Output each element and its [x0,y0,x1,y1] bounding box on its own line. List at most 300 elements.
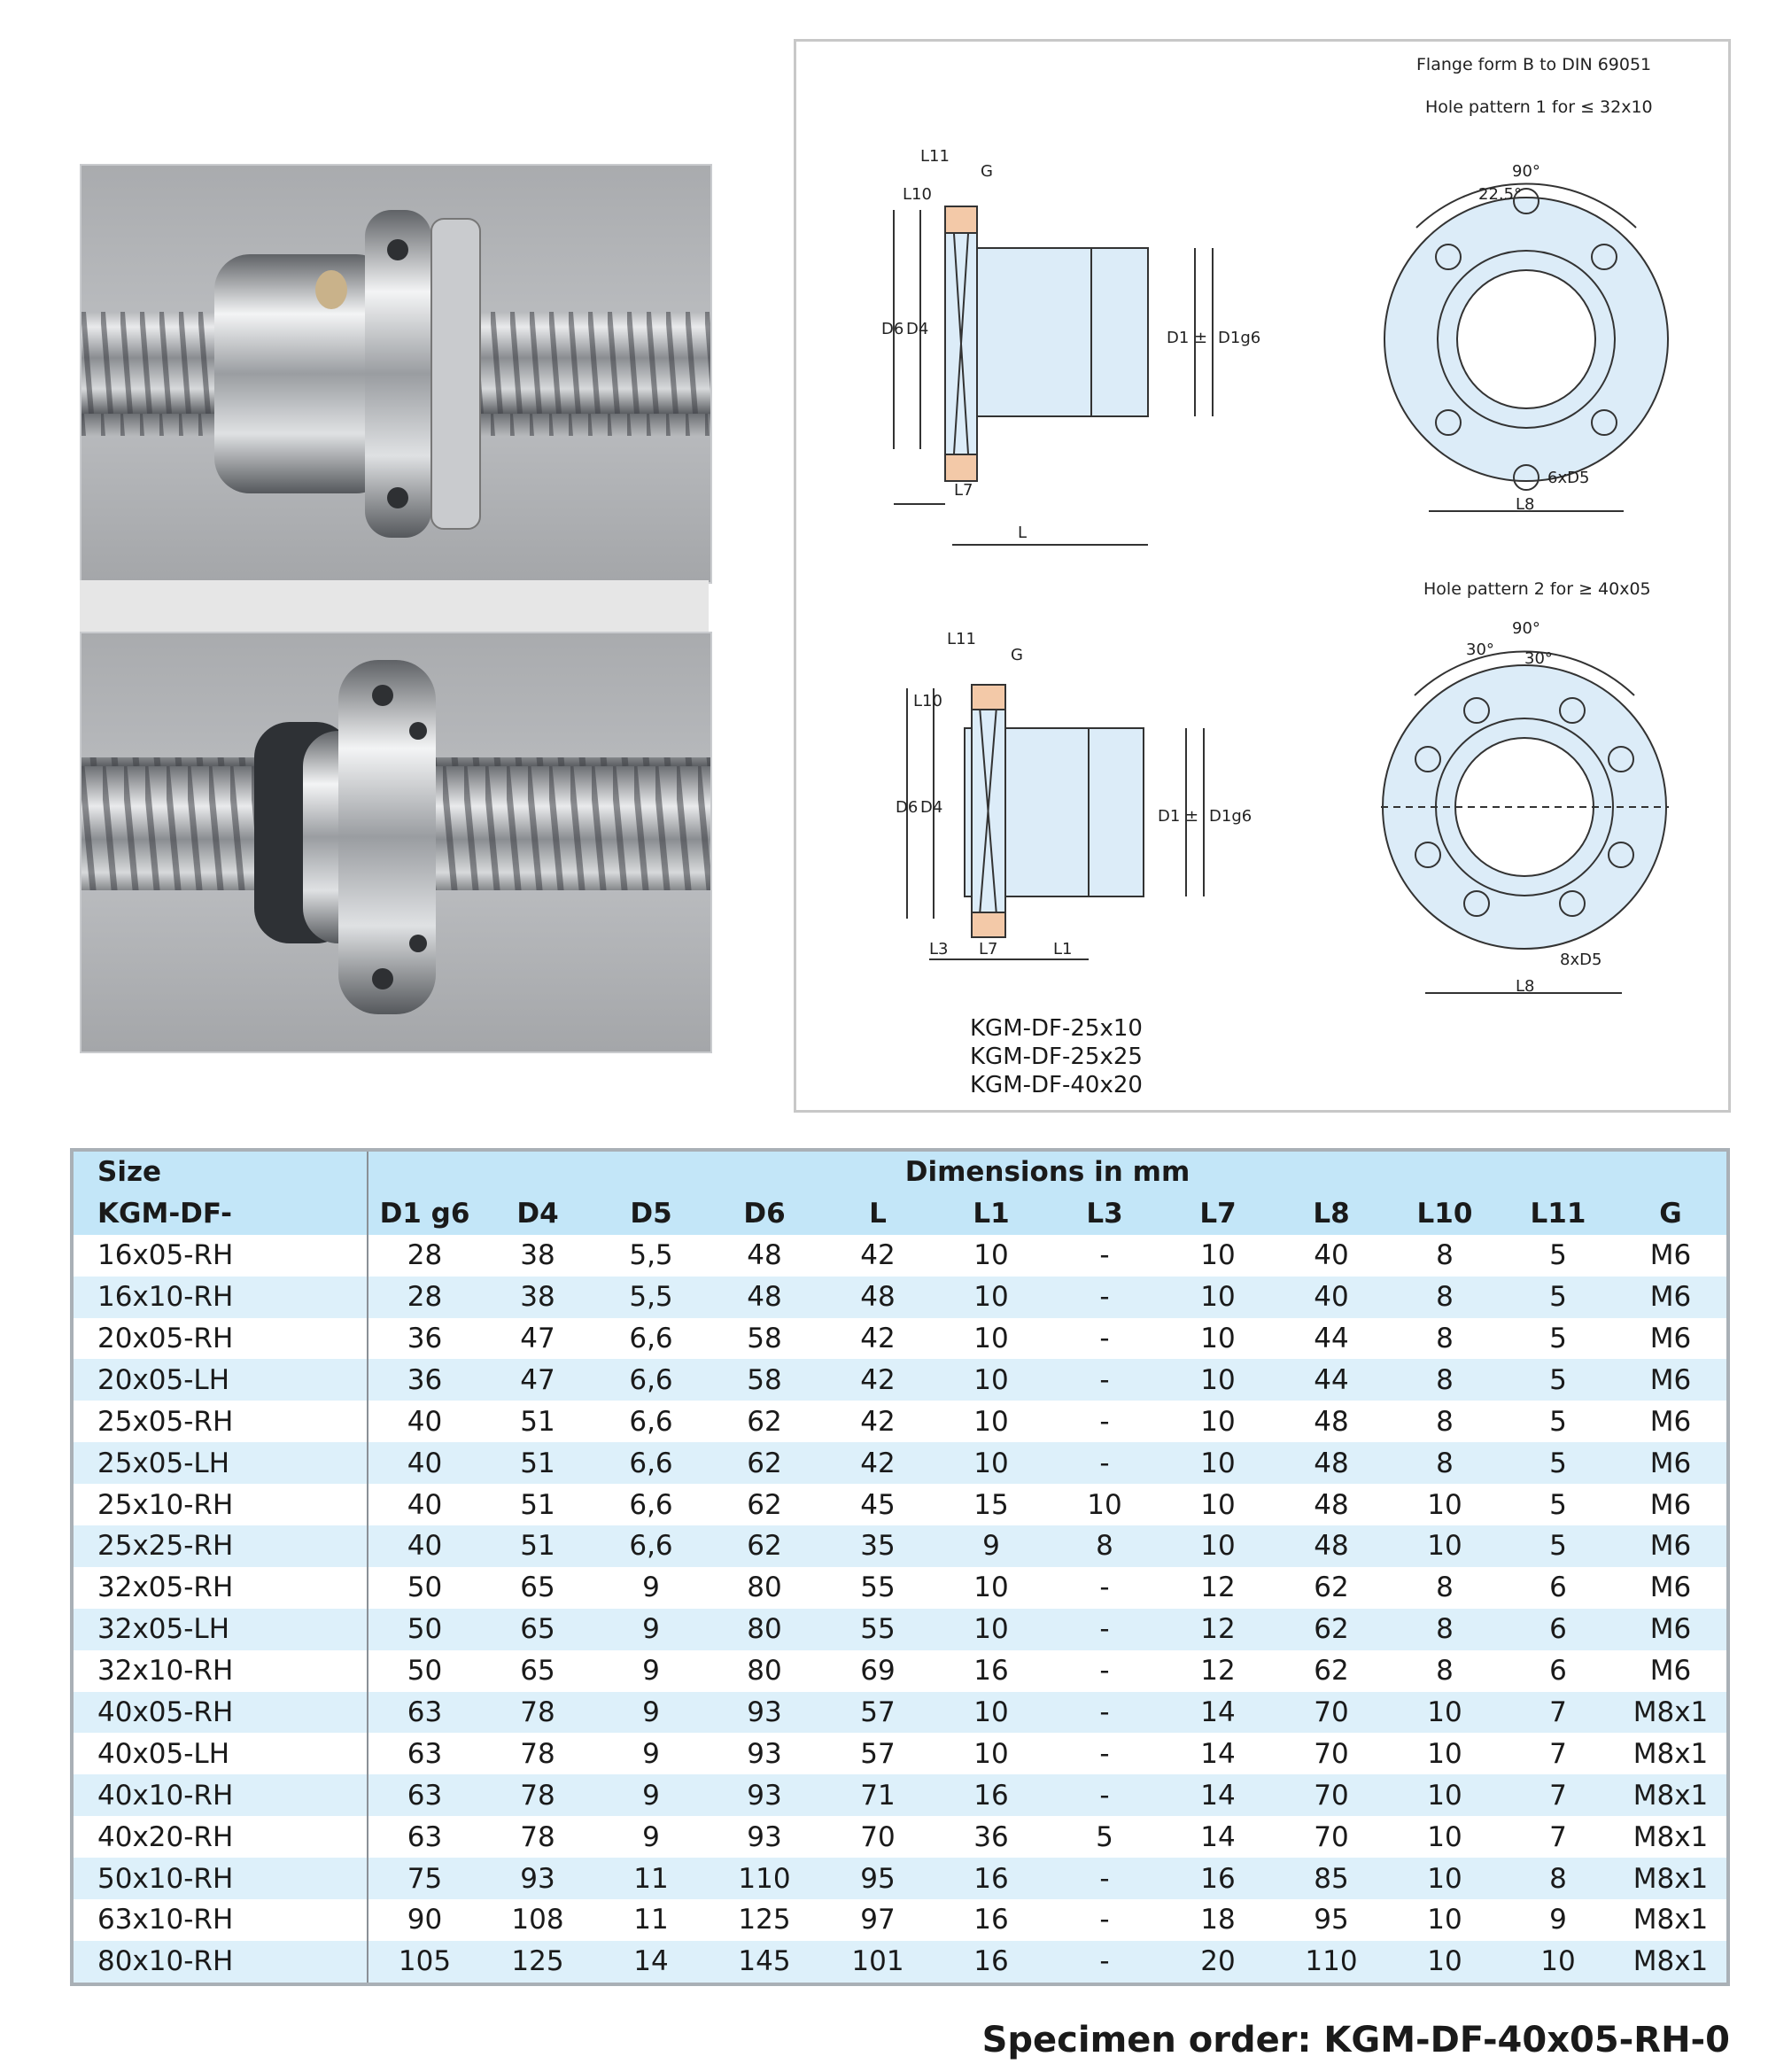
value-cell: M8x1 [1633,1779,1709,1812]
column-header: D5 [594,1193,708,1235]
size-cell: 25x05-LH [72,1442,368,1484]
value-cell: 62 [747,1530,782,1563]
value-cell: M6 [1649,1488,1692,1521]
value-cell: 75 [407,1862,443,1895]
value-cell: 93 [520,1862,555,1895]
label-d4-top: D4 [906,320,929,338]
value-cell: 69 [860,1655,896,1688]
value-cell: 51 [520,1488,555,1521]
value-cell: 5,5 [629,1239,673,1272]
value-cell: 57 [860,1737,896,1770]
value-cell: 10 [1427,1696,1462,1729]
value-cell: - [1099,1737,1110,1770]
size-cell: 20x05-LH [72,1359,368,1401]
label-holes8: 8xD5 [1560,951,1602,969]
product-photo-ballnut-2 [80,632,712,1053]
value-cell: 11 [633,1862,669,1895]
value-cell: 8 [1436,1613,1454,1646]
value-cell: 78 [520,1779,555,1812]
value-cell: 80 [747,1613,782,1646]
label-g-top: G [981,162,993,181]
value-cell: 10 [973,1447,1009,1479]
value-cell: 90 [407,1904,443,1936]
value-cell: 16 [973,1945,1009,1978]
size-cell: 25x10-RH [72,1484,368,1525]
value-cell: 78 [520,1737,555,1770]
value-cell: 6 [1549,1613,1567,1646]
value-cell: 8 [1436,1281,1454,1314]
value-cell: 97 [860,1904,896,1936]
value-cell: 10 [1200,1405,1236,1438]
value-cell: 40 [1314,1281,1349,1314]
value-cell: 10 [1200,1281,1236,1314]
value-cell: 9 [982,1530,1000,1563]
column-header: D6 [708,1193,821,1235]
value-cell: 10 [973,1281,1009,1314]
dimensions-group-header: Dimensions in mm [368,1150,1728,1193]
value-cell: - [1099,1779,1110,1812]
value-cell: - [1099,1655,1110,1688]
value-cell: 6,6 [629,1530,673,1563]
value-cell: 110 [738,1862,791,1895]
value-cell: 70 [1314,1779,1349,1812]
table-row [72,1235,1728,1277]
value-cell: 14 [633,1945,669,1978]
flange-note: Flange form B to DIN 69051 [1416,55,1652,74]
value-cell: M8x1 [1633,1904,1709,1936]
value-cell: 5 [1096,1820,1113,1853]
column-header: L3 [1048,1193,1161,1235]
value-cell: 18 [1200,1904,1236,1936]
value-cell: 10 [973,1613,1009,1646]
column-header: L10 [1388,1193,1501,1235]
value-cell: 62 [747,1447,782,1479]
value-cell: 40 [407,1488,443,1521]
table-row [72,1442,1728,1484]
value-cell: 16 [973,1655,1009,1688]
value-cell: 8 [1436,1571,1454,1604]
value-cell: 7 [1549,1737,1567,1770]
value-cell: 8 [1436,1363,1454,1396]
value-cell: 10 [1427,1737,1462,1770]
label-l3-bottom: L3 [929,940,949,958]
value-cell: 38 [520,1239,555,1272]
value-cell: 42 [860,1239,896,1272]
value-cell: M8x1 [1633,1862,1709,1895]
value-cell: 63 [407,1737,443,1770]
label-d1-top: D1 ± [1167,329,1208,347]
value-cell: 15 [973,1488,1009,1521]
value-cell: 6,6 [629,1447,673,1479]
value-cell: 7 [1549,1696,1567,1729]
value-cell: 5 [1549,1363,1567,1396]
size-cell: 40x05-LH [72,1733,368,1774]
value-cell: 145 [738,1945,791,1978]
value-cell: - [1099,1281,1110,1314]
value-cell: 44 [1314,1323,1349,1354]
value-cell: 80 [747,1655,782,1688]
value-cell: 12 [1200,1655,1236,1688]
value-cell: 9 [642,1655,660,1688]
size-cell: 40x20-RH [72,1816,368,1858]
label-l7-top: L7 [954,481,973,500]
value-cell: 62 [1314,1613,1349,1646]
value-cell: 95 [860,1862,896,1895]
value-cell: 50 [407,1613,443,1646]
value-cell: 36 [407,1323,443,1354]
table-row [72,1567,1728,1609]
table-row [72,1692,1728,1734]
value-cell: - [1099,1239,1110,1272]
label-holes6: 6xD5 [1547,469,1590,487]
value-cell: 6 [1549,1571,1567,1604]
value-cell: 8 [1436,1405,1454,1438]
value-cell: 10 [1427,1862,1462,1895]
label-l11-top: L11 [920,147,950,166]
pattern1-note: Hole pattern 1 for ≤ 32x10 [1425,97,1653,117]
model-item: KGM-DF-25x10 [970,1015,1143,1042]
value-cell: 93 [747,1779,782,1812]
value-cell: - [1099,1405,1110,1438]
value-cell: 36 [973,1820,1009,1853]
label-d4-bottom: D4 [920,798,943,817]
label-d1g6-bottom: D1g6 [1209,807,1253,826]
value-cell: 5 [1549,1281,1567,1314]
table-row [72,1401,1728,1442]
value-cell: 93 [747,1820,782,1853]
value-cell: 10 [1427,1904,1462,1936]
value-cell: 78 [520,1820,555,1853]
value-cell: 40 [407,1447,443,1479]
size-cell: 32x05-RH [72,1567,368,1609]
value-cell: 10 [1200,1239,1236,1272]
value-cell: - [1099,1613,1110,1646]
value-cell: 70 [1314,1737,1349,1770]
value-cell: 11 [633,1904,669,1936]
label-225-top: 22.5° [1478,185,1523,204]
value-cell: 80 [747,1571,782,1604]
label-d1-bottom: D1 ± [1158,807,1199,826]
value-cell: 14 [1200,1779,1236,1812]
value-cell: 28 [407,1239,443,1272]
value-cell: 51 [520,1530,555,1563]
value-cell: 65 [520,1655,555,1688]
value-cell: 48 [1314,1405,1349,1438]
value-cell: 10 [1427,1945,1462,1978]
value-cell: 10 [973,1239,1009,1272]
model-item: KGM-DF-25x25 [970,1044,1143,1070]
value-cell: 16 [973,1779,1009,1812]
value-cell: 40 [1314,1239,1349,1272]
value-cell: 6,6 [629,1323,673,1354]
column-header: D4 [481,1193,594,1235]
size-cell: 40x05-RH [72,1692,368,1734]
table-row [72,1484,1728,1525]
value-cell: 62 [1314,1655,1349,1688]
value-cell: 10 [1200,1530,1236,1563]
value-cell: 58 [747,1363,782,1396]
value-cell: 10 [1427,1779,1462,1812]
value-cell: 48 [1314,1530,1349,1563]
value-cell: 85 [1314,1862,1349,1895]
value-cell: 6 [1549,1655,1567,1688]
value-cell: 62 [747,1405,782,1438]
column-header: L8 [1275,1193,1388,1235]
label-30b-bottom: 30° [1524,649,1553,668]
size-cell: 50x10-RH [72,1858,368,1899]
column-header: D1 g6 [368,1193,481,1235]
value-cell: 35 [860,1530,896,1563]
column-header: L1 [935,1193,1048,1235]
table-row [72,1277,1728,1318]
table-row [72,1774,1728,1816]
value-cell: 51 [520,1405,555,1438]
label-l-top: L [1018,524,1028,542]
value-cell: 55 [860,1571,896,1604]
value-cell: 8 [1096,1530,1113,1563]
value-cell: 125 [511,1945,564,1978]
value-cell: 36 [407,1363,443,1396]
table-row [72,1733,1728,1774]
value-cell: 8 [1436,1323,1454,1354]
size-cell: 16x05-RH [72,1235,368,1277]
value-cell: 10 [1200,1323,1236,1354]
product-photo-ballnut-1 [80,164,712,584]
value-cell: M6 [1649,1281,1692,1314]
value-cell: 20 [1200,1945,1236,1978]
value-cell: 9 [642,1571,660,1604]
label-l10-bottom: L10 [913,692,942,710]
value-cell: 9 [1549,1904,1567,1936]
value-cell: 8 [1549,1862,1567,1895]
value-cell: 93 [747,1737,782,1770]
table-row [72,1650,1728,1692]
value-cell: 6,6 [629,1488,673,1521]
value-cell: M6 [1649,1655,1692,1688]
table-body [72,1235,1728,1984]
value-cell: 6,6 [629,1405,673,1438]
value-cell: 5 [1549,1530,1567,1563]
value-cell: 10 [973,1405,1009,1438]
table-row [72,1858,1728,1899]
value-cell: M6 [1649,1363,1692,1396]
size-cell: 32x10-RH [72,1650,368,1692]
value-cell: - [1099,1904,1110,1936]
value-cell: 70 [1314,1820,1349,1853]
value-cell: 12 [1200,1571,1236,1604]
value-cell: 16 [973,1862,1009,1895]
dimensions-table [70,1148,1730,1986]
value-cell: 44 [1314,1363,1349,1396]
value-cell: 10 [1200,1363,1236,1396]
label-g-bottom: G [1011,646,1023,664]
value-cell: M8x1 [1633,1945,1709,1978]
table-row [72,1525,1728,1567]
table-row [72,1359,1728,1401]
value-cell: 78 [520,1696,555,1729]
label-l8-top: L8 [1516,495,1535,514]
value-cell: 14 [1200,1696,1236,1729]
value-cell: 5 [1549,1239,1567,1272]
value-cell: 10 [973,1571,1009,1604]
value-cell: 45 [860,1488,896,1521]
value-cell: - [1099,1447,1110,1479]
value-cell: 62 [1314,1571,1349,1604]
label-90-top: 90° [1512,162,1540,181]
value-cell: 58 [747,1323,782,1354]
value-cell: 63 [407,1820,443,1853]
value-cell: 65 [520,1613,555,1646]
value-cell: 9 [642,1613,660,1646]
value-cell: - [1099,1696,1110,1729]
table-header-row-1 [72,1150,1728,1193]
value-cell: 51 [520,1447,555,1479]
value-cell: 62 [747,1488,782,1521]
photo-separator [80,580,709,632]
size-cell: 25x05-RH [72,1401,368,1442]
value-cell: 48 [747,1281,782,1314]
value-cell: M6 [1649,1405,1692,1438]
size-cell: 20x05-RH [72,1318,368,1360]
value-cell: 28 [407,1281,443,1314]
value-cell: - [1099,1862,1110,1895]
value-cell: 6,6 [629,1363,673,1396]
value-cell: 65 [520,1571,555,1604]
value-cell: M6 [1649,1530,1692,1563]
value-cell: 47 [520,1323,555,1354]
value-cell: 42 [860,1363,896,1396]
value-cell: 14 [1200,1737,1236,1770]
value-cell: 5 [1549,1405,1567,1438]
value-cell: 38 [520,1281,555,1314]
value-cell: 93 [747,1696,782,1729]
value-cell: 8 [1436,1447,1454,1479]
value-cell: 9 [642,1779,660,1812]
value-cell: 48 [1314,1488,1349,1521]
value-cell: 105 [398,1945,452,1978]
size-cell: 32x05-LH [72,1609,368,1650]
label-l8-bottom: L8 [1516,977,1535,996]
value-cell: M6 [1649,1571,1692,1604]
value-cell: 71 [860,1779,896,1812]
value-cell: 5 [1549,1488,1567,1521]
size-cell: 16x10-RH [72,1277,368,1318]
value-cell: - [1099,1945,1110,1978]
value-cell: M6 [1649,1323,1692,1354]
value-cell: 9 [642,1696,660,1729]
value-cell: 8 [1436,1655,1454,1688]
value-cell: 42 [860,1323,896,1354]
value-cell: 5,5 [629,1281,673,1314]
value-cell: 16 [1200,1862,1236,1895]
value-cell: 40 [407,1405,443,1438]
value-cell: 40 [407,1530,443,1563]
value-cell: 10 [1200,1447,1236,1479]
value-cell: 10 [973,1363,1009,1396]
table-row [72,1816,1728,1858]
label-d1g6-top: D1g6 [1218,329,1261,347]
value-cell: 10 [973,1696,1009,1729]
value-cell: M8x1 [1633,1696,1709,1729]
value-cell: 10 [1200,1488,1236,1521]
value-cell: 110 [1305,1945,1358,1978]
value-cell: 7 [1549,1779,1567,1812]
label-30a-bottom: 30° [1466,640,1494,659]
value-cell: 125 [738,1904,791,1936]
value-cell: 7 [1549,1820,1567,1853]
value-cell: 63 [407,1779,443,1812]
size-label: Size [72,1150,368,1193]
label-l10-top: L10 [903,185,932,204]
value-cell: 5 [1549,1447,1567,1479]
value-cell: 10 [1427,1530,1462,1563]
pattern2-note: Hole pattern 2 for ≥ 40x05 [1423,579,1651,599]
model-item: KGM-DF-40x20 [970,1072,1143,1098]
value-cell: 42 [860,1447,896,1479]
column-header: L [821,1193,935,1235]
size-cell: 63x10-RH [72,1899,368,1941]
label-l11-bottom: L11 [947,630,976,648]
column-header: L7 [1161,1193,1275,1235]
size-cell: 80x10-RH [72,1941,368,1984]
column-header: L11 [1501,1193,1615,1235]
table-row [72,1899,1728,1941]
value-cell: 70 [1314,1696,1349,1729]
value-cell: M8x1 [1633,1820,1709,1853]
label-d6-bottom: D6 [896,798,919,817]
label-90-bottom: 90° [1512,619,1540,638]
column-header: G [1615,1193,1728,1235]
value-cell: 42 [860,1405,896,1438]
size-cell: 25x25-RH [72,1525,368,1567]
label-d6-top: D6 [881,320,904,338]
model-list [970,1014,1143,1099]
label-l1-bottom: L1 [1053,940,1073,958]
value-cell: M8x1 [1633,1737,1709,1770]
value-cell: 101 [851,1945,904,1978]
size-cell: 40x10-RH [72,1774,368,1816]
value-cell: 48 [747,1239,782,1272]
table-header-row-2 [72,1193,1728,1235]
value-cell: 14 [1200,1820,1236,1853]
value-cell: 50 [407,1571,443,1604]
value-cell: M6 [1649,1239,1692,1272]
value-cell: M6 [1649,1613,1692,1646]
value-cell: 48 [860,1281,896,1314]
value-cell: 63 [407,1696,443,1729]
technical-drawing [794,39,1731,1113]
value-cell: 10 [973,1737,1009,1770]
value-cell: 50 [407,1655,443,1688]
value-cell: 10 [973,1323,1009,1354]
value-cell: 9 [642,1737,660,1770]
value-cell: 10 [1540,1945,1576,1978]
table-row [72,1941,1728,1984]
value-cell: M6 [1649,1447,1692,1479]
value-cell: 55 [860,1613,896,1646]
value-cell: 12 [1200,1613,1236,1646]
value-cell: 10 [1427,1820,1462,1853]
value-cell: 9 [642,1820,660,1853]
value-cell: 57 [860,1696,896,1729]
value-cell: 10 [1427,1488,1462,1521]
value-cell: 48 [1314,1447,1349,1479]
value-cell: 5 [1549,1323,1567,1354]
value-cell: - [1099,1571,1110,1604]
value-cell: 47 [520,1363,555,1396]
value-cell: 95 [1314,1904,1349,1936]
value-cell: - [1099,1323,1110,1354]
